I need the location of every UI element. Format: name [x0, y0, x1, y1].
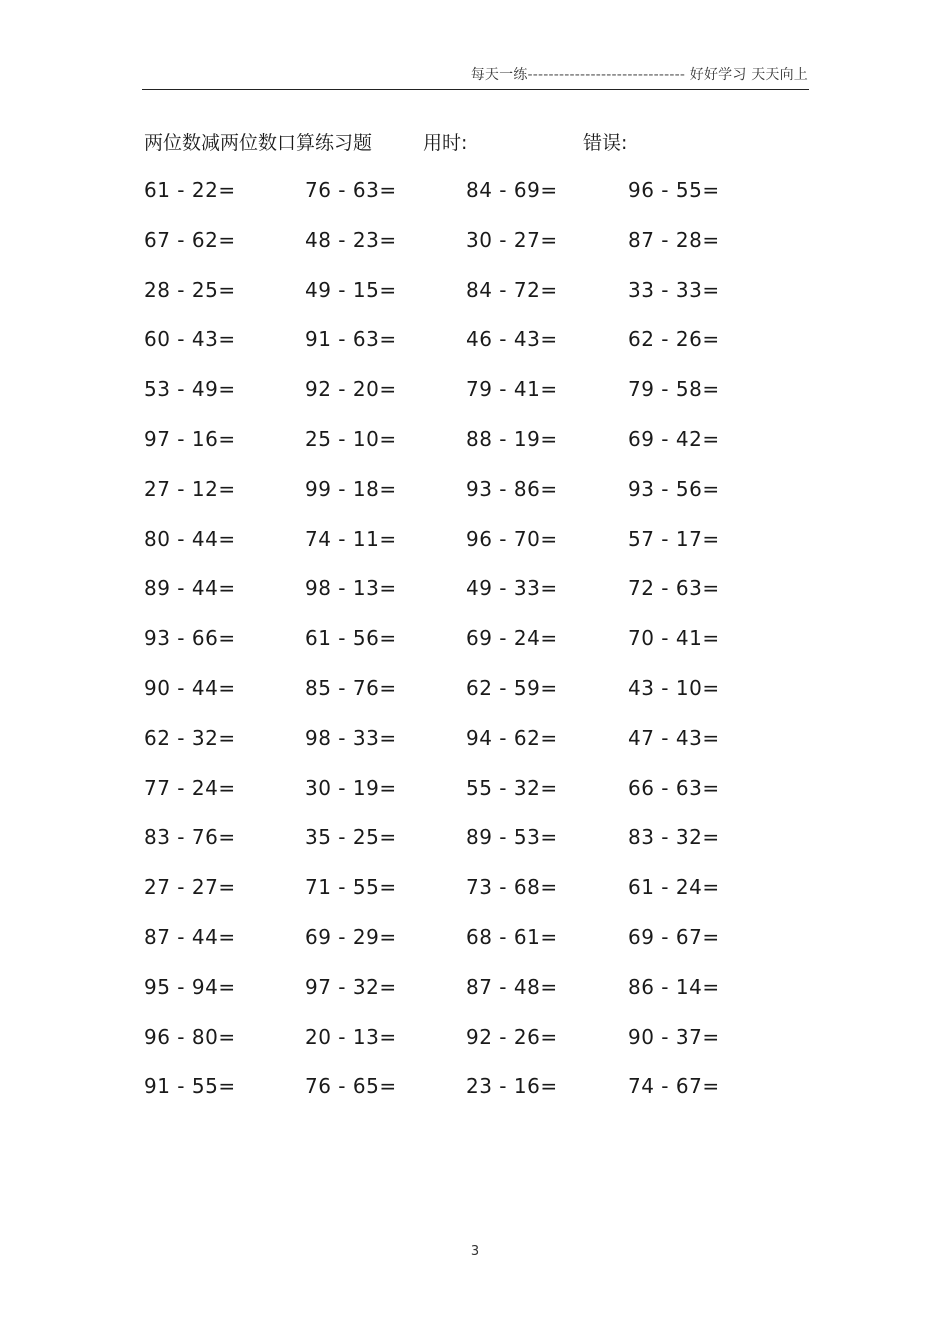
problem-item: 55 - 32= — [466, 775, 558, 800]
problem-item: 87 - 48= — [466, 974, 558, 999]
problem-item: 93 - 86= — [466, 476, 558, 501]
problem-item: 94 - 62= — [466, 725, 558, 750]
problem-item: 77 - 24= — [144, 775, 236, 800]
problem-item: 90 - 37= — [628, 1024, 720, 1049]
problem-item: 61 - 24= — [628, 875, 720, 900]
problem-item: 69 - 29= — [305, 924, 397, 949]
problem-item: 70 - 41= — [628, 626, 720, 651]
problem-item: 88 - 19= — [466, 426, 558, 451]
problem-item: 47 - 43= — [628, 725, 720, 750]
problem-item: 62 - 32= — [144, 725, 236, 750]
problem-item: 91 - 55= — [144, 1074, 236, 1099]
problem-item: 69 - 24= — [466, 626, 558, 651]
problem-item: 87 - 28= — [628, 227, 720, 252]
header-right-text: 好好学习 天天向上 — [689, 67, 808, 83]
problem-item: 27 - 27= — [144, 875, 236, 900]
problem-item: 30 - 27= — [466, 227, 558, 252]
problem-item: 25 - 10= — [305, 426, 397, 451]
problem-item: 86 - 14= — [628, 974, 720, 999]
page-header — [471, 64, 808, 84]
problem-item: 91 - 63= — [305, 327, 397, 352]
problem-item: 49 - 15= — [305, 277, 397, 302]
problem-item: 89 - 53= — [466, 825, 558, 850]
problem-item: 79 - 58= — [628, 377, 720, 402]
problem-item: 93 - 66= — [144, 626, 236, 651]
problem-item: 66 - 63= — [628, 775, 720, 800]
problem-item: 96 - 70= — [466, 526, 558, 551]
header-dashes: ------------------------------ — [527, 67, 686, 83]
problem-item: 90 - 44= — [144, 675, 236, 700]
problem-item: 73 - 68= — [466, 875, 558, 900]
problem-item: 84 - 69= — [466, 178, 558, 202]
problem-item: 84 - 72= — [466, 277, 558, 302]
problem-item: 83 - 76= — [144, 825, 236, 850]
problem-item: 61 - 22= — [144, 178, 236, 202]
problem-item: 27 - 12= — [144, 476, 236, 501]
problem-item: 61 - 56= — [305, 626, 397, 651]
problem-item: 98 - 13= — [305, 576, 397, 601]
problem-item: 67 - 62= — [144, 227, 236, 252]
problem-item: 96 - 55= — [628, 178, 720, 202]
problem-item: 57 - 17= — [628, 526, 720, 551]
problem-item: 43 - 10= — [628, 675, 720, 700]
problem-item: 92 - 26= — [466, 1024, 558, 1049]
problem-item: 97 - 32= — [305, 974, 397, 999]
problem-item: 87 - 44= — [144, 924, 236, 949]
problem-item: 53 - 49= — [144, 377, 236, 402]
problem-item: 76 - 65= — [305, 1074, 397, 1099]
problem-item: 30 - 19= — [305, 775, 397, 800]
time-label: 用时: — [423, 132, 468, 154]
worksheet-title: 两位数减两位数口算练习题 — [144, 132, 373, 154]
problem-item: 93 - 56= — [628, 476, 720, 501]
problem-item: 80 - 44= — [144, 526, 236, 551]
problem-item: 20 - 13= — [305, 1024, 397, 1049]
problem-item: 74 - 67= — [628, 1074, 720, 1099]
problem-item: 60 - 43= — [144, 327, 236, 352]
problem-item: 33 - 33= — [628, 277, 720, 302]
problem-item: 48 - 23= — [305, 227, 397, 252]
problem-item: 89 - 44= — [144, 576, 236, 601]
problem-item: 96 - 80= — [144, 1024, 236, 1049]
problem-item: 46 - 43= — [466, 327, 558, 352]
problem-item: 72 - 63= — [628, 576, 720, 601]
problem-item: 71 - 55= — [305, 875, 397, 900]
problem-item: 49 - 33= — [466, 576, 558, 601]
problem-item: 74 - 11= — [305, 526, 397, 551]
problem-item: 95 - 94= — [144, 974, 236, 999]
problem-item: 28 - 25= — [144, 277, 236, 302]
problem-item: 69 - 42= — [628, 426, 720, 451]
errors-label: 错误: — [583, 132, 628, 154]
problem-item: 62 - 26= — [628, 327, 720, 352]
problem-item: 35 - 25= — [305, 825, 397, 850]
problem-item: 69 - 67= — [628, 924, 720, 949]
problem-item: 85 - 76= — [305, 675, 397, 700]
problem-item: 97 - 16= — [144, 426, 236, 451]
header-rule — [142, 89, 809, 90]
problem-item: 68 - 61= — [466, 924, 558, 949]
problem-item: 83 - 32= — [628, 825, 720, 850]
header-left-text: 每天一练 — [470, 67, 528, 83]
problem-item: 79 - 41= — [466, 377, 558, 402]
problem-item: 99 - 18= — [305, 476, 397, 501]
page-number: 3 — [470, 1244, 480, 1259]
problem-item: 92 - 20= — [305, 377, 397, 402]
problem-item: 98 - 33= — [305, 725, 397, 750]
problem-item: 76 - 63= — [305, 178, 397, 202]
problem-item: 23 - 16= — [466, 1074, 558, 1099]
problem-item: 62 - 59= — [466, 675, 558, 700]
